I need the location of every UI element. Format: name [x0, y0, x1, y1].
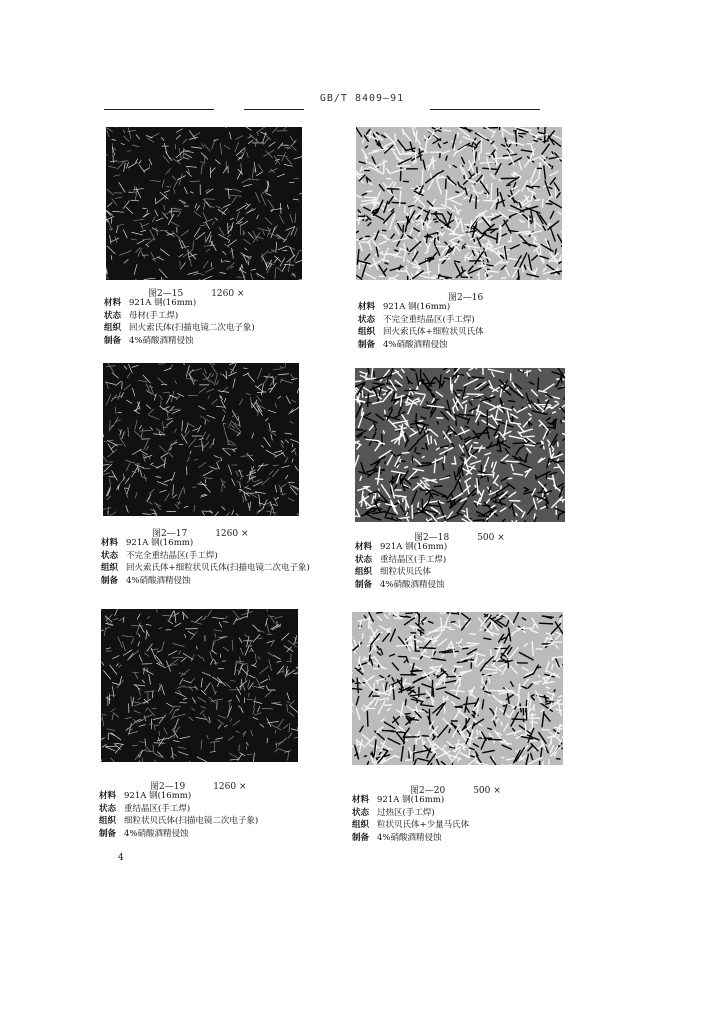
- micrograph-texture: [356, 127, 562, 280]
- meta-value: 4%硝酸酒精侵蚀: [124, 828, 189, 839]
- meta-value: 细粒状贝氏体(扫描电镜二次电子象): [124, 816, 259, 826]
- meta-label: 状态: [352, 807, 370, 818]
- magnification: 500 ×: [477, 533, 505, 543]
- micrograph-2-20: [352, 612, 563, 765]
- magnification: 1260 ×: [211, 289, 245, 299]
- meta-label: 状态: [101, 550, 119, 561]
- figure-number: 图2—19: [150, 782, 186, 792]
- meta-value: 4%硝酸酒精侵蚀: [377, 832, 442, 843]
- meta-value: 重结晶区(手工焊): [124, 803, 191, 814]
- meta-label: 状态: [99, 803, 117, 814]
- header-rule-right: [430, 109, 540, 110]
- meta-value: 4%硝酸酒精侵蚀: [380, 579, 445, 590]
- meta-value: 过热区(手工焊): [377, 807, 435, 818]
- meta-label: 制备: [352, 832, 370, 843]
- micrograph-2-17: [103, 363, 299, 516]
- meta-label: 制备: [355, 579, 373, 590]
- meta-label: 材料: [99, 791, 117, 801]
- figure-meta: [104, 297, 255, 347]
- meta-label: 组织: [101, 563, 119, 573]
- micrograph-texture: [355, 368, 565, 522]
- meta-value: 921A 钢(16mm): [124, 791, 192, 801]
- magnification: 1260 ×: [215, 529, 249, 539]
- meta-value: 重结晶区(手工焊): [380, 554, 447, 565]
- meta-label: 组织: [104, 323, 122, 333]
- figure-meta: [99, 790, 258, 840]
- figure-meta: [352, 794, 469, 844]
- meta-value: 粒状贝氏体+少量马氏体: [377, 820, 470, 830]
- meta-value: 母材(手工焊): [129, 310, 179, 321]
- meta-label: 材料: [355, 542, 373, 552]
- figure-number: 图2—15: [148, 289, 184, 299]
- micrograph-2-19: [101, 609, 298, 762]
- meta-label: 状态: [355, 554, 373, 565]
- meta-value: 921A 钢(16mm): [377, 795, 445, 805]
- meta-value: 4%硝酸酒精侵蚀: [126, 575, 191, 586]
- micrograph-texture: [352, 612, 563, 765]
- meta-value: 921A 钢(16mm): [383, 302, 451, 312]
- magnification: 1260 ×: [213, 782, 247, 792]
- micrograph-2-18: [355, 368, 565, 522]
- micrograph-2-15: [106, 127, 302, 280]
- micrograph-2-16: [356, 127, 562, 280]
- meta-label: 组织: [358, 327, 376, 337]
- meta-value: 921A 钢(16mm): [129, 298, 197, 308]
- micrograph-texture: [106, 127, 302, 280]
- meta-label: 材料: [358, 302, 376, 312]
- figure-number: 图2—20: [410, 786, 446, 796]
- meta-value: 回火索氏体(扫描电镜二次电子象): [129, 323, 255, 333]
- meta-label: 制备: [104, 335, 122, 346]
- meta-value: 4%硝酸酒精侵蚀: [129, 335, 194, 346]
- standard-code: GB/T 8409—91: [319, 93, 405, 104]
- meta-label: 制备: [99, 828, 117, 839]
- meta-value: 不完全重结晶区(手工焊): [126, 550, 218, 561]
- figure-meta: [101, 537, 311, 587]
- figure-meta: [358, 301, 484, 351]
- meta-label: 状态: [358, 314, 376, 325]
- meta-label: 组织: [355, 567, 373, 577]
- meta-label: 材料: [101, 538, 119, 548]
- header-rule-mid: [244, 109, 304, 110]
- page-number: 4: [118, 853, 124, 863]
- magnification: 500 ×: [473, 786, 501, 796]
- meta-value: 细粒状贝氏体: [380, 567, 432, 577]
- figure-number: 图2—17: [152, 529, 188, 539]
- figure-number: 图2—16: [448, 293, 484, 303]
- meta-label: 组织: [99, 816, 117, 826]
- meta-value: 回火索氏体+细粒状贝氏体(扫描电镜二次电子象): [126, 563, 310, 573]
- meta-value: 921A 钢(16mm): [126, 538, 194, 548]
- meta-label: 材料: [104, 298, 122, 308]
- micrograph-texture: [101, 609, 298, 762]
- meta-label: 制备: [358, 339, 376, 350]
- meta-value: 921A 钢(16mm): [380, 542, 448, 552]
- meta-label: 制备: [101, 575, 119, 586]
- meta-value: 4%硝酸酒精侵蚀: [383, 339, 448, 350]
- meta-label: 组织: [352, 820, 370, 830]
- meta-value: 回火索氏体+细粒状贝氏体: [383, 327, 484, 337]
- header-rule-left: [104, 109, 214, 110]
- meta-value: 不完全重结晶区(手工焊): [383, 314, 475, 325]
- figure-number: 图2—18: [414, 533, 450, 543]
- figure-meta: [355, 541, 447, 591]
- micrograph-texture: [103, 363, 299, 516]
- meta-label: 状态: [104, 310, 122, 321]
- meta-label: 材料: [352, 795, 370, 805]
